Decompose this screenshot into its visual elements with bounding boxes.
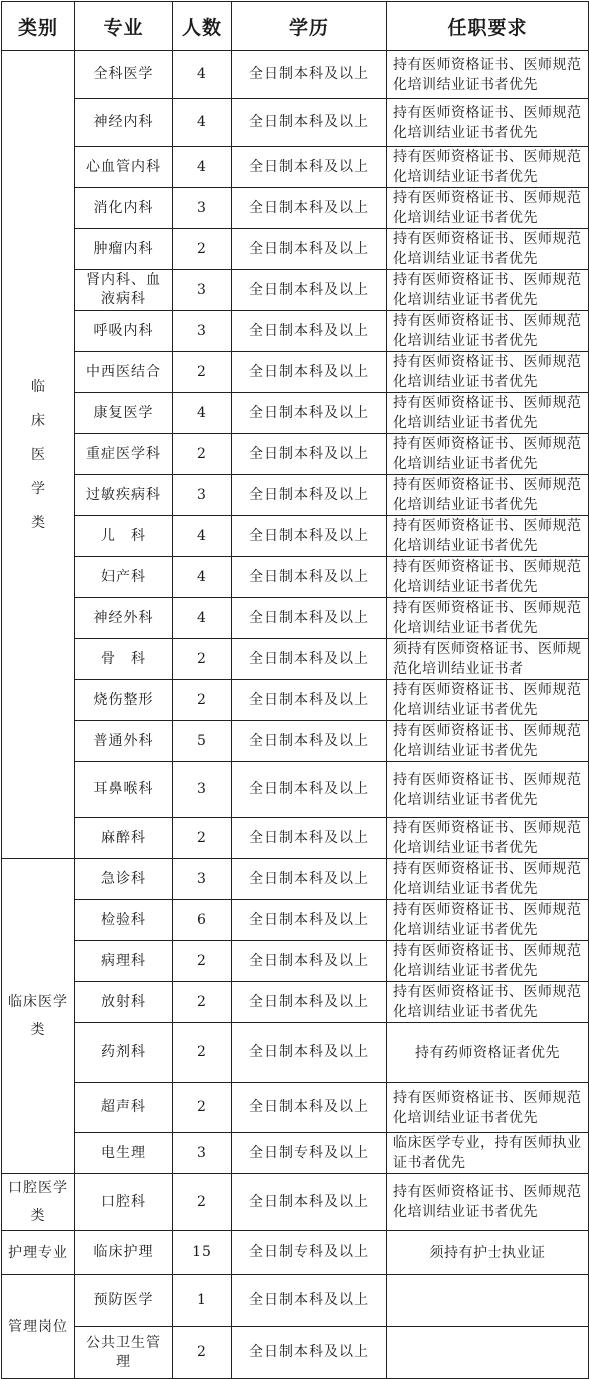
count-cell: 3 bbox=[173, 270, 232, 311]
count-cell: 2 bbox=[173, 639, 232, 680]
major-cell: 过敏疾病科 bbox=[75, 475, 173, 516]
requirement-cell: 持有医师资格证书、医师规范化培训结业证书者优先 bbox=[387, 51, 589, 99]
count-cell: 2 bbox=[173, 818, 232, 859]
table-row bbox=[2, 516, 589, 557]
category-cell: 管理岗位 bbox=[2, 1275, 75, 1379]
count-cell: 2 bbox=[173, 941, 232, 982]
table-row bbox=[2, 270, 589, 311]
category-cell bbox=[2, 51, 75, 859]
major-cell: 口腔科 bbox=[75, 1174, 173, 1231]
major-cell: 全科医学 bbox=[75, 51, 173, 99]
education-cell: 全日制本科及以上 bbox=[232, 557, 387, 598]
header-major: 专业 bbox=[75, 2, 173, 51]
major-cell: 神经外科 bbox=[75, 598, 173, 639]
requirement-cell: 持有医师资格证书、医师规范化培训结业证书者优先 bbox=[387, 941, 589, 982]
major-cell: 肿瘤内科 bbox=[75, 229, 173, 270]
education-cell: 全日制本科及以上 bbox=[232, 51, 387, 99]
major-cell: 麻醉科 bbox=[75, 818, 173, 859]
education-cell: 全日制本科及以上 bbox=[232, 475, 387, 516]
count-cell: 2 bbox=[173, 1174, 232, 1231]
major-cell: 肾内科、血液病科 bbox=[75, 270, 173, 311]
requirement-cell: 持有医师资格证书、医师规范化培训结业证书者优先 bbox=[387, 147, 589, 188]
requirement-cell: 持有医师资格证书、医师规范化培训结业证书者优先 bbox=[387, 229, 589, 270]
header-row bbox=[2, 2, 589, 51]
requirement-cell: 持有医师资格证书、医师规范化培训结业证书者优先 bbox=[387, 475, 589, 516]
count-cell: 3 bbox=[173, 859, 232, 900]
major-cell: 放射科 bbox=[75, 982, 173, 1023]
requirement-cell: 须持有医师资格证书、医师规范化培训结业证书者 bbox=[387, 639, 589, 680]
education-cell: 全日制本科及以上 bbox=[232, 1174, 387, 1231]
header-education: 学历 bbox=[232, 2, 387, 51]
requirement-cell: 持有医师资格证书、医师规范化培训结业证书者优先 bbox=[387, 680, 589, 721]
count-cell: 2 bbox=[173, 982, 232, 1023]
requirement-cell: 持有医师资格证书、医师规范化培训结业证书者优先 bbox=[387, 762, 589, 818]
education-cell: 全日制本科及以上 bbox=[232, 680, 387, 721]
major-cell: 烧伤整形 bbox=[75, 680, 173, 721]
education-cell: 全日制本科及以上 bbox=[232, 639, 387, 680]
category-cell: 口腔医学类 bbox=[2, 1174, 75, 1231]
table-row bbox=[2, 311, 589, 352]
count-cell: 4 bbox=[173, 598, 232, 639]
major-cell: 儿 科 bbox=[75, 516, 173, 557]
major-cell: 骨 科 bbox=[75, 639, 173, 680]
education-cell: 全日制本科及以上 bbox=[232, 270, 387, 311]
requirement-cell: 持有医师资格证书、医师规范化培训结业证书者优先 bbox=[387, 352, 589, 393]
table-row bbox=[2, 475, 589, 516]
major-cell: 急诊科 bbox=[75, 859, 173, 900]
education-cell: 全日制本科及以上 bbox=[232, 818, 387, 859]
count-cell: 4 bbox=[173, 393, 232, 434]
requirement-cell: 持有医师资格证书、医师规范化培训结业证书者优先 bbox=[387, 982, 589, 1023]
requirement-cell: 持有医师资格证书、医师规范化培训结业证书者优先 bbox=[387, 311, 589, 352]
count-cell: 2 bbox=[173, 434, 232, 475]
major-cell: 消化内科 bbox=[75, 188, 173, 229]
table-row bbox=[2, 1083, 589, 1133]
header-count: 人数 bbox=[173, 2, 232, 51]
major-cell: 妇产科 bbox=[75, 557, 173, 598]
major-cell: 药剂科 bbox=[75, 1023, 173, 1083]
table-row bbox=[2, 982, 589, 1023]
count-cell: 2 bbox=[173, 1083, 232, 1133]
count-cell: 2 bbox=[173, 229, 232, 270]
table-row bbox=[2, 1133, 589, 1174]
table-row bbox=[2, 1327, 589, 1379]
count-cell: 6 bbox=[173, 900, 232, 941]
count-cell: 3 bbox=[173, 475, 232, 516]
table-row bbox=[2, 352, 589, 393]
major-cell: 预防医学 bbox=[75, 1275, 173, 1327]
major-cell: 病理科 bbox=[75, 941, 173, 982]
requirement-cell: 持有医师资格证书、医师规范化培训结业证书者优先 bbox=[387, 188, 589, 229]
category-cell: 护理专业 bbox=[2, 1231, 75, 1275]
count-cell: 5 bbox=[173, 721, 232, 762]
major-cell: 重症医学科 bbox=[75, 434, 173, 475]
requirement-cell: 持有医师资格证书、医师规范化培训结业证书者优先 bbox=[387, 859, 589, 900]
major-cell: 公共卫生管理 bbox=[75, 1327, 173, 1379]
education-cell: 全日制本科及以上 bbox=[232, 229, 387, 270]
education-cell: 全日制专科及以上 bbox=[232, 1133, 387, 1174]
education-cell: 全日制本科及以上 bbox=[232, 900, 387, 941]
major-cell: 超声科 bbox=[75, 1083, 173, 1133]
category-cell: 临床医学类 bbox=[2, 859, 75, 1174]
requirement-cell: 持有药师资格证者优先 bbox=[387, 1023, 589, 1083]
education-cell: 全日制专科及以上 bbox=[232, 1231, 387, 1275]
table-row bbox=[2, 99, 589, 147]
table-row bbox=[2, 941, 589, 982]
table-row bbox=[2, 1231, 589, 1275]
education-cell: 全日制本科及以上 bbox=[232, 99, 387, 147]
table-row bbox=[2, 762, 589, 818]
education-cell: 全日制本科及以上 bbox=[232, 147, 387, 188]
major-cell: 中西医结合 bbox=[75, 352, 173, 393]
table-row bbox=[2, 434, 589, 475]
count-cell: 3 bbox=[173, 188, 232, 229]
table-row bbox=[2, 598, 589, 639]
count-cell: 4 bbox=[173, 99, 232, 147]
major-cell: 康复医学 bbox=[75, 393, 173, 434]
count-cell: 4 bbox=[173, 147, 232, 188]
major-cell: 耳鼻喉科 bbox=[75, 762, 173, 818]
education-cell: 全日制本科及以上 bbox=[232, 188, 387, 229]
table-row bbox=[2, 680, 589, 721]
major-cell: 呼吸内科 bbox=[75, 311, 173, 352]
requirement-cell bbox=[387, 1327, 589, 1379]
education-cell: 全日制本科及以上 bbox=[232, 859, 387, 900]
table-row bbox=[2, 1023, 589, 1083]
major-cell: 普通外科 bbox=[75, 721, 173, 762]
education-cell: 全日制本科及以上 bbox=[232, 598, 387, 639]
education-cell: 全日制本科及以上 bbox=[232, 311, 387, 352]
education-cell: 全日制本科及以上 bbox=[232, 352, 387, 393]
count-cell: 15 bbox=[173, 1231, 232, 1275]
table-row bbox=[2, 721, 589, 762]
requirement-cell: 持有医师资格证书、医师规范化培训结业证书者优先 bbox=[387, 270, 589, 311]
count-cell: 1 bbox=[173, 1275, 232, 1327]
requirement-cell: 须持有护士执业证 bbox=[387, 1231, 589, 1275]
requirement-cell: 持有医师资格证书、医师规范化培训结业证书者优先 bbox=[387, 516, 589, 557]
requirement-cell: 持有医师资格证书、医师规范化培训结业证书者优先 bbox=[387, 557, 589, 598]
education-cell: 全日制本科及以上 bbox=[232, 516, 387, 557]
education-cell: 全日制本科及以上 bbox=[232, 393, 387, 434]
requirement-cell: 持有医师资格证书、医师规范化培训结业证书者优先 bbox=[387, 598, 589, 639]
header-requirements: 任职要求 bbox=[387, 2, 589, 51]
table-row bbox=[2, 639, 589, 680]
table-row bbox=[2, 900, 589, 941]
education-cell: 全日制本科及以上 bbox=[232, 1327, 387, 1379]
table-row bbox=[2, 188, 589, 229]
education-cell: 全日制本科及以上 bbox=[232, 1275, 387, 1327]
count-cell: 4 bbox=[173, 516, 232, 557]
education-cell: 全日制本科及以上 bbox=[232, 1083, 387, 1133]
requirement-cell: 持有医师资格证书、医师规范化培训结业证书者优先 bbox=[387, 434, 589, 475]
requirement-cell: 临床医学专业，持有医师执业证书者优先 bbox=[387, 1133, 589, 1174]
count-cell: 2 bbox=[173, 1023, 232, 1083]
major-cell: 电生理 bbox=[75, 1133, 173, 1174]
count-cell: 3 bbox=[173, 1133, 232, 1174]
table-row bbox=[2, 147, 589, 188]
education-cell: 全日制本科及以上 bbox=[232, 941, 387, 982]
table-row bbox=[2, 557, 589, 598]
table-row bbox=[2, 818, 589, 859]
header-category: 类别 bbox=[2, 2, 75, 51]
table-row bbox=[2, 859, 589, 900]
education-cell: 全日制本科及以上 bbox=[232, 721, 387, 762]
requirement-cell: 持有医师资格证书、医师规范化培训结业证书者优先 bbox=[387, 900, 589, 941]
count-cell: 2 bbox=[173, 352, 232, 393]
table-row bbox=[2, 393, 589, 434]
requirement-cell: 持有医师资格证书、医师规范化培训结业证书者优先 bbox=[387, 99, 589, 147]
table-body bbox=[2, 51, 589, 1379]
major-cell: 心血管内科 bbox=[75, 147, 173, 188]
major-cell: 检验科 bbox=[75, 900, 173, 941]
category-label: 临床医学类 bbox=[31, 378, 46, 531]
requirement-cell: 持有医师资格证书、医师规范化培训结业证书者优先 bbox=[387, 1083, 589, 1133]
major-cell: 神经内科 bbox=[75, 99, 173, 147]
major-cell: 临床护理 bbox=[75, 1231, 173, 1275]
education-cell: 全日制本科及以上 bbox=[232, 762, 387, 818]
count-cell: 4 bbox=[173, 51, 232, 99]
count-cell: 3 bbox=[173, 311, 232, 352]
table-row bbox=[2, 229, 589, 270]
count-cell: 4 bbox=[173, 557, 232, 598]
table-row bbox=[2, 1174, 589, 1231]
education-cell: 全日制本科及以上 bbox=[232, 982, 387, 1023]
requirement-cell: 持有医师资格证书、医师规范化培训结业证书者优先 bbox=[387, 393, 589, 434]
count-cell: 2 bbox=[173, 680, 232, 721]
requirement-cell bbox=[387, 1275, 589, 1327]
count-cell: 3 bbox=[173, 762, 232, 818]
requirement-cell: 持有医师资格证书、医师规范化培训结业证书者优先 bbox=[387, 1174, 589, 1231]
table-row bbox=[2, 1275, 589, 1327]
requirement-cell: 持有医师资格证书、医师规范化培训结业证书者优先 bbox=[387, 818, 589, 859]
education-cell: 全日制本科及以上 bbox=[232, 1023, 387, 1083]
education-cell: 全日制本科及以上 bbox=[232, 434, 387, 475]
table-row bbox=[2, 51, 589, 99]
requirement-cell: 持有医师资格证书、医师规范化培训结业证书者优先 bbox=[387, 721, 589, 762]
recruitment-table bbox=[1, 1, 589, 1379]
count-cell: 2 bbox=[173, 1327, 232, 1379]
